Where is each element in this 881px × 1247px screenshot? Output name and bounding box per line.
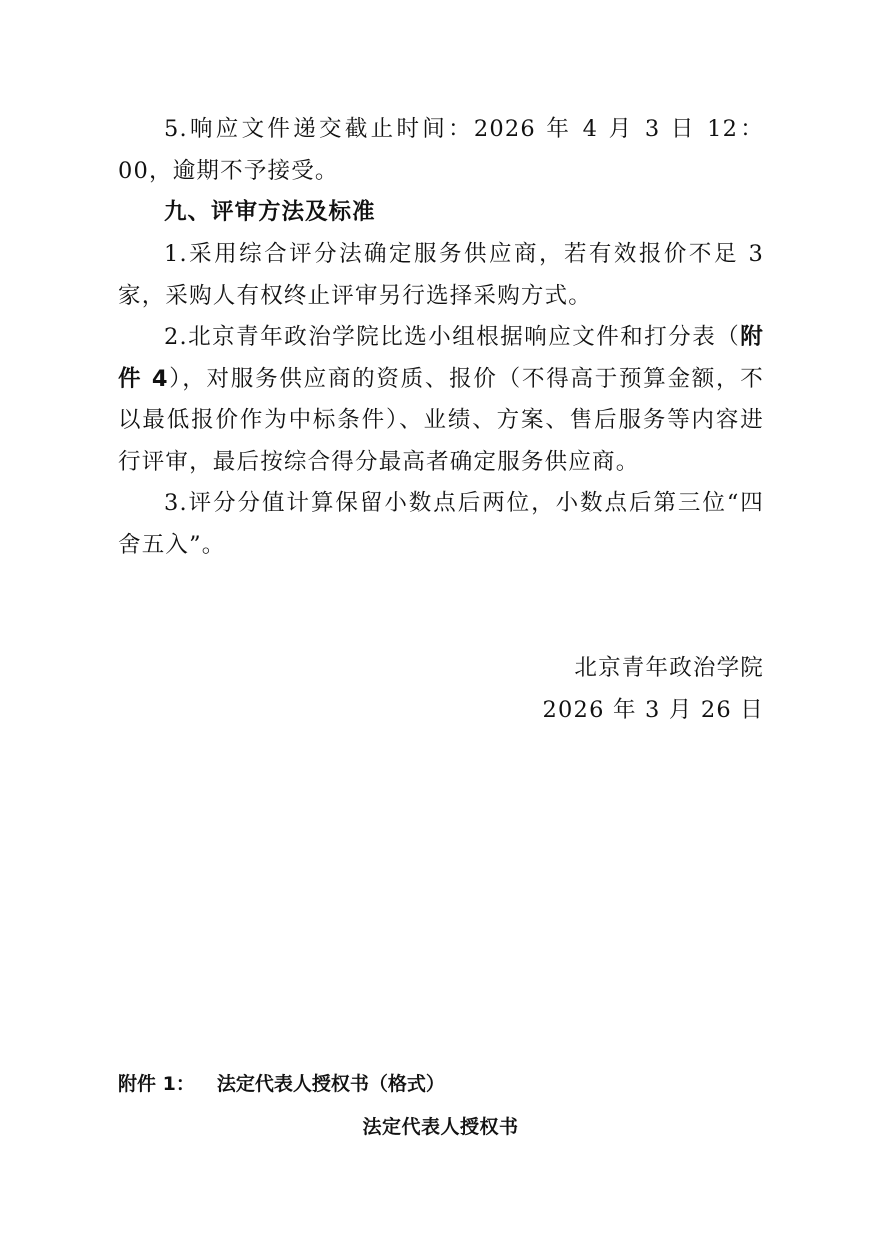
signature-date: 2026 年 3 月 26 日 [542,697,764,723]
annex1-title: 法定代表人授权书（格式） [216,1073,445,1095]
annex1-doc-title: 法定代表人授权书 [362,1116,519,1138]
annex1-heading [118,1067,445,1101]
section9-item2-part1: 2.北京青年政治学院比选小组根据响应文件和打分表（ [164,324,741,350]
section9-item2 [118,317,764,483]
section9-item2-part2: ），对服务供应商的资质、报价（不得高于预算金额，不以最低报价作为中标条件）、业绩、方案、售后服务等内容进行评审，最后按综合得分最高者确定服务供应商。 [118,365,764,475]
section9-heading: 九、评审方法及标准 [164,199,376,225]
section9-item2-annex-ref: 附件 4 [118,324,764,392]
signature-org: 北京青年政治学院 [574,655,764,681]
section9-item3: 3.评分分值计算保留小数点后两位，小数点后第三位“四舍五入”。 [118,490,764,558]
section9-item1: 1.采用综合评分法确定服务供应商，若有效报价不足 3 家，采购人有权终止评审另行选择采购方式。 [118,241,764,309]
annex1-label: 附件 1： [118,1073,195,1095]
section8-item5: 5.响应文件递交截止时间：2026 年 4 月 3 日 12：00，逾期不予接受。 [118,116,764,184]
